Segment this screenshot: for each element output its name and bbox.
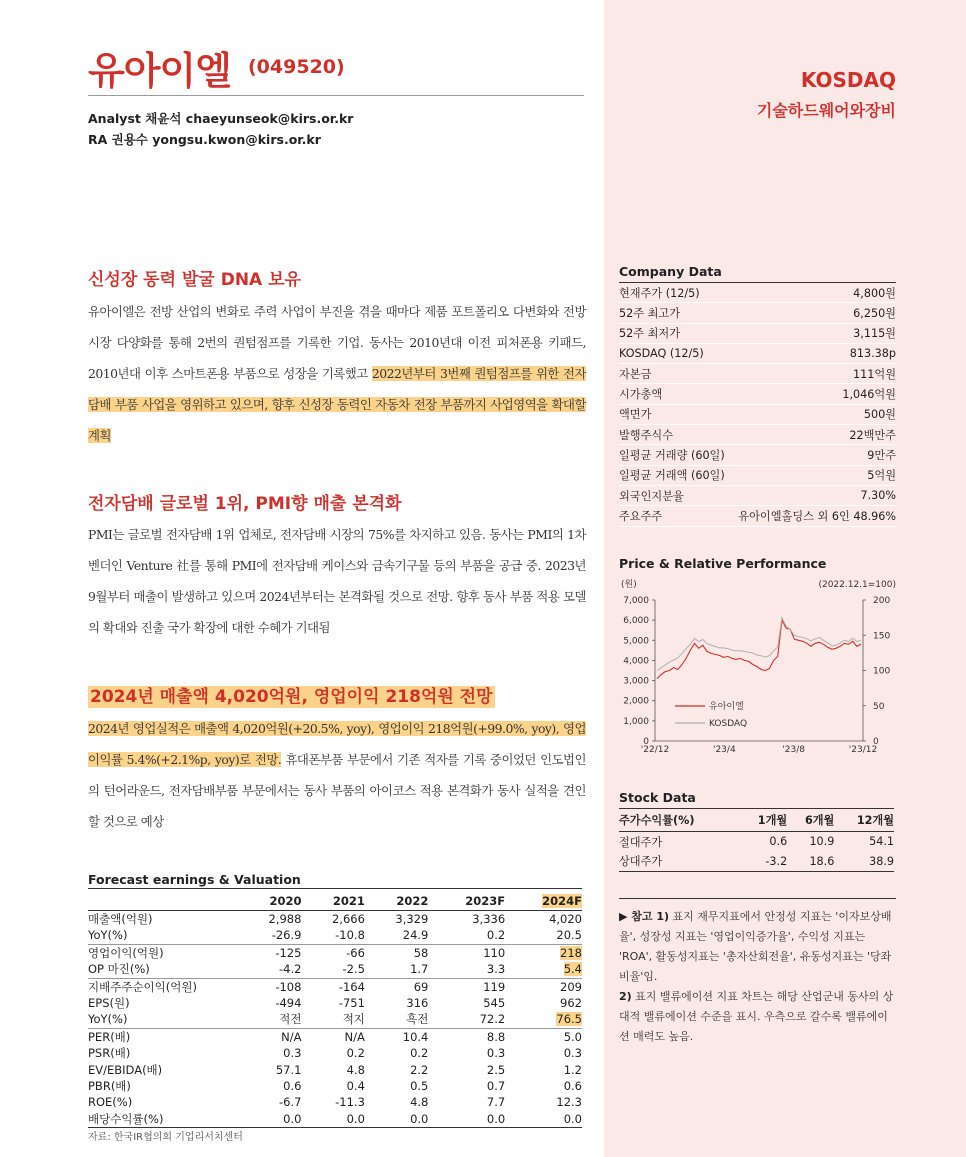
company-data-label: 일평균 거래량 (60일) <box>619 445 730 465</box>
forecast-cell: 12.3 <box>556 1095 582 1110</box>
company-data-row <box>619 425 896 445</box>
forecast-row <box>88 1078 582 1094</box>
forecast-row-label: 지배주주순이익(억원) <box>88 978 238 995</box>
forecast-row <box>88 911 582 928</box>
company-data-row <box>619 445 896 465</box>
section-text-3 <box>88 713 586 837</box>
chart-series-line <box>657 620 861 679</box>
company-data-label: 52주 최고가 <box>619 303 730 323</box>
chart-left-tick: 0 <box>643 737 649 747</box>
forecast-cell: 0.3 <box>486 1046 506 1061</box>
company-data-value: 6,250원 <box>730 303 896 323</box>
forecast-cell: 1.2 <box>563 1062 582 1077</box>
forecast-cell <box>505 1011 582 1028</box>
company-data-value: 1,046억원 <box>730 384 896 404</box>
company-data-value: 3,115원 <box>730 323 896 343</box>
forecast-row-label: PER(배) <box>88 1028 238 1045</box>
section-text-1-highlight: 2022년부터 3번째 퀀텀점프를 위한 전자담배 부품 사업을 영위하고 있으며, 향후 신성장 동력인 자동차 전장 부품까지 사업영역을 확대할 계획 <box>88 366 586 443</box>
company-data-row <box>619 506 896 526</box>
section-text-1 <box>88 296 586 451</box>
forecast-cell: 2,666 <box>331 912 365 926</box>
forecast-cell: 0.6 <box>563 1079 582 1094</box>
company-data-value: 5억원 <box>730 465 896 485</box>
stock-data-label: 절대주가 <box>619 835 663 849</box>
forecast-cell: -108 <box>238 978 301 995</box>
forecast-header-2022: 2022 <box>365 889 428 911</box>
stock-header-1m: 1개월 <box>740 809 787 832</box>
stock-data-value: 10.9 <box>809 835 835 849</box>
forecast-cell: 0.2 <box>410 1046 429 1061</box>
company-data-value: 9만주 <box>730 445 896 465</box>
forecast-cell: 3,336 <box>472 912 506 926</box>
note-lead2: 2) <box>619 990 632 1003</box>
section-text-3-plain: 휴대폰부품 부문에서 기존 적자를 기록 중이었던 인도법인의 턴어라운드, 전자담배부품 부문에서는 동사 부품의 아이코스 적용 본격화가 동사 실적을 견인할 것으로 예상 <box>88 752 586 829</box>
stock-data-value: 38.9 <box>834 852 894 872</box>
forecast-cell: 24.9 <box>402 928 429 943</box>
title-divider <box>88 95 584 96</box>
forecast-header-label <box>88 889 238 911</box>
company-data-row <box>619 343 896 363</box>
forecast-cell: -125 <box>238 944 301 961</box>
stock-data-value: -3.2 <box>740 852 787 872</box>
forecast-cell: 545 <box>483 996 506 1011</box>
forecast-row <box>88 927 582 944</box>
forecast-cell: 7.7 <box>486 1095 506 1110</box>
forecast-row <box>88 978 582 995</box>
forecast-cell: -2.5 <box>342 962 365 977</box>
section-text-1-plain: 유아이엘은 전방 산업의 변화로 주력 사업이 부진을 겪을 때마다 제품 포트폴리오 다변화와 전방 시장 다양화를 통해 2번의 퀀텀점프를 기록한 기업. 동사는 2010년대 이전 피처폰용 키패드, 2010년대 이후 스마트폰용 부품으로 성장을 기록했고 <box>88 304 586 381</box>
company-data-label: 52주 최저가 <box>619 323 730 343</box>
forecast-cell: 209 <box>505 978 582 995</box>
chart-right-tick: 200 <box>873 596 891 606</box>
forecast-cell: 57.1 <box>275 1062 302 1077</box>
chart-x-tick: '22/12 <box>640 745 670 755</box>
forecast-cell: 110 <box>428 944 505 961</box>
forecast-header-2020: 2020 <box>238 889 301 911</box>
forecast-row <box>88 944 582 961</box>
stock-data-row <box>619 832 894 852</box>
forecast-cell: 적지 <box>342 1012 365 1027</box>
forecast-row-label: 영업이익(억원) <box>88 944 238 961</box>
forecast-cell: 20.5 <box>556 928 582 943</box>
price-chart-svg <box>619 575 899 760</box>
chart-right-tick: 100 <box>873 666 891 677</box>
stock-header-label: 주가수익률(%) <box>619 809 740 832</box>
forecast-row <box>88 1045 582 1061</box>
company-data-label: 시가총액 <box>619 384 730 404</box>
company-data-label: KOSDAQ (12/5) <box>619 343 730 363</box>
forecast-cell: N/A <box>238 1028 301 1045</box>
market-label: KOSDAQ <box>800 68 896 92</box>
forecast-cell: 10.4 <box>365 1028 428 1045</box>
stock-header-6m: 6개월 <box>787 809 834 832</box>
forecast-row-label: YoY(%) <box>88 928 128 943</box>
forecast-cell: 0.3 <box>563 1046 582 1061</box>
forecast-row-label: EPS(원) <box>88 996 130 1011</box>
forecast-cell: -494 <box>275 996 302 1011</box>
note-p1: 표지 재무지표에서 안정성 지표는 '이자보상배율', 성장성 지표는 '영업이익증가율', 수익성 지표는 'ROA', 활동성지표는 '총자산회전율', 유동성지표는 '당좌비율'임. <box>619 910 892 983</box>
forecast-cell: 2,988 <box>268 912 302 926</box>
company-data-row <box>619 283 896 303</box>
forecast-row <box>88 1111 582 1128</box>
forecast-header-2021: 2021 <box>301 889 364 911</box>
forecast-source: 자료: 한국IR협의회 기업리서치센터 <box>88 1132 243 1143</box>
stock-data-value: 0.6 <box>769 835 788 849</box>
price-chart <box>619 575 899 764</box>
forecast-row-label: 매출액(억원) <box>88 912 153 926</box>
forecast-cell: 316 <box>406 996 429 1011</box>
chart-series-line <box>657 618 861 671</box>
section-title-1: 신성장 동력 발굴 DNA 보유 <box>88 270 301 290</box>
stock-data-title: Stock Data <box>619 790 696 805</box>
forecast-row-label: OP 마진(%) <box>88 962 150 977</box>
stock-data-row <box>619 852 894 872</box>
company-data-row <box>619 384 896 404</box>
forecast-cell: 72.2 <box>479 1012 506 1027</box>
chart-left-unit: (원) <box>621 580 637 590</box>
chart-x-tick: '23/8 <box>782 745 806 755</box>
forecast-row <box>88 961 582 978</box>
stock-header-12m: 12개월 <box>834 809 894 832</box>
stock-data-value: 18.6 <box>787 852 834 872</box>
company-data-value: 4,800원 <box>730 283 896 303</box>
forecast-cell: -6.7 <box>279 1095 302 1110</box>
forecast-cell: 0.0 <box>238 1111 301 1128</box>
forecast-title: Forecast earnings & Valuation <box>88 872 301 887</box>
chart-left-tick: 7,000 <box>623 596 649 606</box>
forecast-cell: 3,329 <box>395 912 429 926</box>
company-data-row <box>619 323 896 343</box>
stock-data-label: 상대주가 <box>619 852 740 872</box>
forecast-cell: -11.3 <box>335 1095 365 1110</box>
forecast-row-label: EV/EBIDA(배) <box>88 1062 163 1077</box>
ra-line: RA 권용수 yongsu.kwon@kirs.or.kr <box>88 132 321 147</box>
forecast-header-2023f: 2023F <box>428 889 505 911</box>
chart-left-tick: 2,000 <box>623 696 649 707</box>
forecast-cell: -26.9 <box>271 928 302 943</box>
company-data-label: 주요주주 <box>619 506 730 526</box>
chart-left-tick: 6,000 <box>623 616 649 627</box>
company-data-label: 발행주식수 <box>619 425 730 445</box>
company-data-label: 액면가 <box>619 404 730 424</box>
company-data-value: 500원 <box>730 404 896 424</box>
analyst-info <box>88 108 353 150</box>
forecast-header-2024f-text: 2024F <box>542 894 582 908</box>
chart-left-tick: 4,000 <box>623 656 649 667</box>
forecast-cell: 0.4 <box>346 1079 365 1094</box>
company-data-value: 813.38p <box>730 343 896 363</box>
forecast-cell: 0.3 <box>283 1046 302 1061</box>
company-data-title: Company Data <box>619 264 722 279</box>
chart-x-tick: '23/12 <box>848 745 878 755</box>
company-data-label: 외국인지분율 <box>619 485 730 505</box>
forecast-cell: -751 <box>338 996 365 1011</box>
company-data-label: 일평균 거래액 (60일) <box>619 465 730 485</box>
forecast-cell: 5.0 <box>505 1028 582 1045</box>
forecast-row <box>88 1094 582 1110</box>
chart-legend-label: KOSDAQ <box>709 719 748 729</box>
chart-left-tick: 3,000 <box>623 676 649 687</box>
forecast-cell: 0.0 <box>505 1111 582 1128</box>
forecast-cell: -164 <box>301 978 364 995</box>
chart-right-unit: (2022.12.1=100) <box>818 580 896 590</box>
forecast-cell: 0.7 <box>486 1079 506 1094</box>
company-data-label: 자본금 <box>619 364 730 384</box>
forecast-cell: 0.0 <box>365 1111 428 1128</box>
company-data-value: 22백만주 <box>730 425 896 445</box>
chart-left-tick: 1,000 <box>623 716 649 727</box>
forecast-cell: 2.5 <box>486 1062 506 1077</box>
forecast-header-2024f <box>505 889 582 911</box>
forecast-row-label: PSR(배) <box>88 1046 131 1061</box>
forecast-cell: 4.8 <box>410 1095 429 1110</box>
forecast-row-label: PBR(배) <box>88 1079 131 1094</box>
section-title-3 <box>88 682 495 707</box>
company-data-value: 7.30% <box>730 485 896 505</box>
stock-code: (049520) <box>248 56 345 78</box>
forecast-cell: 흑전 <box>406 1012 429 1027</box>
forecast-cell-highlight: 76.5 <box>556 1012 582 1027</box>
chart-right-tick: 150 <box>873 631 891 642</box>
forecast-cell: N/A <box>301 1028 364 1045</box>
forecast-cell: 0.5 <box>410 1079 429 1094</box>
forecast-cell: 2.2 <box>410 1062 429 1077</box>
forecast-cell: 0.6 <box>283 1079 302 1094</box>
forecast-row-label: ROE(%) <box>88 1095 133 1110</box>
forecast-cell: 1.7 <box>410 962 429 977</box>
section-title-3-text: 2024년 매출액 4,020억원, 영업이익 218억원 전망 <box>90 687 493 707</box>
note-lead: ▶ 참고 1) <box>619 910 670 923</box>
company-data-row <box>619 404 896 424</box>
chart-title: Price & Relative Performance <box>619 556 827 571</box>
forecast-cell: 0.0 <box>428 1111 505 1128</box>
forecast-cell: 119 <box>428 978 505 995</box>
forecast-cell: 0.0 <box>301 1111 364 1128</box>
forecast-cell: 58 <box>365 944 428 961</box>
forecast-row-label: YoY(%) <box>88 1012 128 1027</box>
chart-x-tick: '23/4 <box>712 745 736 755</box>
forecast-row-label: 배당수익률(%) <box>88 1111 238 1128</box>
company-data-row <box>619 465 896 485</box>
section-text-3-highlight: 2024년 영업실적은 매출액 4,020억원(+20.5%, yoy), 영업이익 218억원(+99.0%, yoy), 영업이익률 5.4%(+2.1%p, yoy)로 전망. <box>88 721 586 767</box>
chart-right-tick: 50 <box>873 701 885 712</box>
forecast-cell: 8.8 <box>428 1028 505 1045</box>
forecast-cell <box>505 961 582 978</box>
note-p2: 표지 밸류에이션 지표 차트는 해당 산업군내 동사의 상대적 밸류에이션 수준을 표시. 우측으로 갈수록 밸류에이션 매력도 높음. <box>619 990 894 1043</box>
company-data-value: 유아이엘홀딩스 외 6인 48.96% <box>730 506 896 526</box>
company-data-row <box>619 485 896 505</box>
forecast-row <box>88 1011 582 1028</box>
section-text-2: PMI는 글로벌 전자담배 1위 업체로, 전자담배 시장의 75%를 차지하고 있음. 동사는 PMI의 1차 벤더인 Venture 社를 통해 PMI에 전자담배 케이스와 금속기구물 등의 부품을 공급 중. 2023년 9월부터 매출이 발생하고 있으며 2024년부터는 본격화될 것으로 전망. 향후 동사 부품 적용 모델의 확대와 진출 국가 확장에 대한 수혜가 기대됨 <box>88 527 586 635</box>
forecast-cell: 0.2 <box>346 1046 365 1061</box>
analyst-line: Analyst 채윤석 chaeyunseok@kirs.or.kr <box>88 111 354 126</box>
forecast-cell: 3.3 <box>486 962 506 977</box>
forecast-cell-highlight: 218 <box>560 945 582 960</box>
company-data-label: 현재주가 (12/5) <box>619 283 730 303</box>
forecast-header-row <box>88 889 582 911</box>
forecast-cell: 4,020 <box>549 912 582 926</box>
forecast-cell: -10.8 <box>335 928 365 943</box>
chart-left-tick: 5,000 <box>623 636 649 647</box>
forecast-row <box>88 995 582 1011</box>
stock-data-value: 54.1 <box>869 835 894 849</box>
stock-data-table <box>619 808 894 872</box>
forecast-table <box>88 888 582 1128</box>
forecast-cell-highlight: 5.4 <box>563 962 582 977</box>
forecast-cell: 962 <box>560 996 582 1011</box>
forecast-cell: 0.2 <box>486 928 506 943</box>
reference-note <box>619 898 896 1047</box>
chart-right-tick: 0 <box>873 737 879 747</box>
section-title-2: 전자담배 글로벌 1위, PMI향 매출 본격화 <box>88 494 402 514</box>
chart-legend-label: 유아이엘 <box>709 702 744 712</box>
company-name: 유아이엘 <box>88 49 231 93</box>
forecast-body <box>88 911 582 1128</box>
forecast-cell: -4.2 <box>279 962 302 977</box>
forecast-cell: 적전 <box>279 1012 302 1027</box>
forecast-row <box>88 1062 582 1078</box>
forecast-cell: 4.8 <box>346 1062 365 1077</box>
company-data-row <box>619 364 896 384</box>
company-data-value: 111억원 <box>730 364 896 384</box>
forecast-cell: -66 <box>301 944 364 961</box>
company-data-row <box>619 303 896 323</box>
forecast-cell <box>505 944 582 961</box>
forecast-cell: 69 <box>365 978 428 995</box>
sector-label: 기술하드웨어와장비 <box>756 101 896 120</box>
company-data-table <box>619 282 896 527</box>
forecast-row <box>88 1028 582 1045</box>
stock-header-row <box>619 809 894 832</box>
